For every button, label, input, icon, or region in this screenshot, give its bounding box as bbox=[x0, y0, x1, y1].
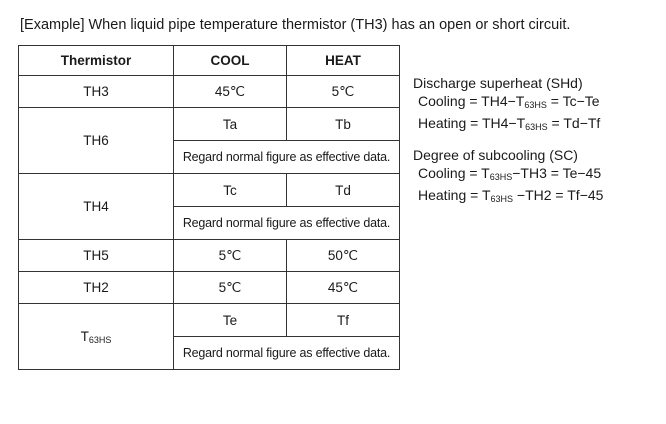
shd-heating: Heating = $TH4-T_{63HS} = Td-Tf$ bbox=[418, 115, 601, 132]
t63hs-cool: Te bbox=[174, 304, 287, 337]
th3-name: TH3 bbox=[19, 76, 174, 108]
t63hs-note: Regard normal figure as effective data. bbox=[174, 337, 400, 370]
header-heat: HEAT bbox=[287, 46, 400, 76]
sc-heating: Heating = $T_{63HS} -TH2 = Tf-45$ bbox=[418, 187, 604, 204]
page-title: [Example] When liquid pipe temperature thermistor (TH3) has an open or short circuit. bbox=[20, 17, 571, 33]
th6-heat: Tb bbox=[287, 108, 400, 141]
formula-panel bbox=[413, 74, 603, 208]
th4-cool: Tc bbox=[174, 174, 287, 207]
shd-title: Discharge superheat (SHd) bbox=[413, 75, 583, 91]
th4-heat: Td bbox=[287, 174, 400, 207]
th2-cool: 5℃ bbox=[174, 272, 287, 304]
table-row bbox=[19, 272, 400, 304]
header-row bbox=[19, 46, 400, 76]
shd-cooling: Cooling = $TH4-T_{63HS} = Tc-Te$ bbox=[418, 93, 600, 110]
t63hs-heat: Tf bbox=[287, 304, 400, 337]
table-row bbox=[19, 108, 400, 141]
th5-cool: 5℃ bbox=[174, 240, 287, 272]
table-row bbox=[19, 76, 400, 108]
header-thermistor: Thermistor bbox=[19, 46, 174, 76]
th5-heat: 50℃ bbox=[287, 240, 400, 272]
th6-cool: Ta bbox=[174, 108, 287, 141]
table-row bbox=[19, 304, 400, 337]
t63hs-name: $T_{63HS}$ bbox=[19, 304, 174, 370]
th2-heat: 45℃ bbox=[287, 272, 400, 304]
th4-note: Regard normal figure as effective data. bbox=[174, 207, 400, 240]
th3-cool: 45℃ bbox=[174, 76, 287, 108]
th4-name: TH4 bbox=[19, 174, 174, 240]
th6-name: TH6 bbox=[19, 108, 174, 174]
table-row bbox=[19, 240, 400, 272]
sc-cooling: Cooling = $T_{63HS}-TH3 = Te-45$ bbox=[418, 165, 602, 182]
th5-name: TH5 bbox=[19, 240, 174, 272]
thermistor-table bbox=[18, 45, 400, 370]
th2-name: TH2 bbox=[19, 272, 174, 304]
th3-heat: 5℃ bbox=[287, 76, 400, 108]
header-cool: COOL bbox=[174, 46, 287, 76]
table-row bbox=[19, 174, 400, 207]
sc-title: Degree of subcooling (SC) bbox=[413, 147, 578, 163]
th6-note: Regard normal figure as effective data. bbox=[174, 141, 400, 174]
